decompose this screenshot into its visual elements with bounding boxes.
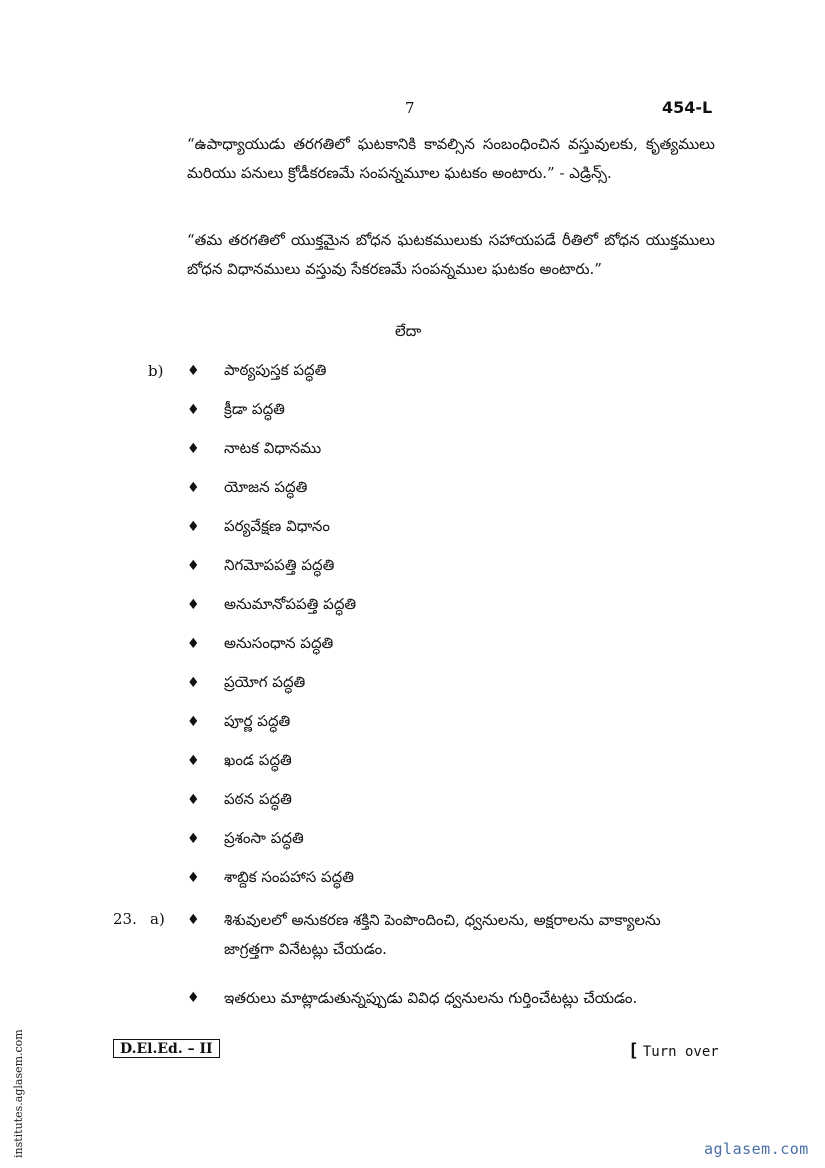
method-item: అనుసంధాన పద్ధతి [224, 634, 334, 652]
method-item: పర్యవేక్షణ విధానం [224, 517, 331, 535]
method-item: నాటక విధానము [224, 439, 322, 457]
bracket-mark: [ [628, 1040, 639, 1061]
bullet-icon: ♦ [187, 363, 200, 379]
bullet-icon: ♦ [187, 912, 200, 928]
turn-over-text: Turn over [642, 1044, 719, 1060]
method-item: క్రీడా పద్ధతి [224, 400, 285, 418]
definition-paragraph-1: “ఉపాధ్యాయుడు తరగతిలో ఘటకానికి కావల్సిన సంబంధించిన వస్తువులకు, కృత్యములు మరియు పనులు క్రోడీకరణమే సంపన్నమూల ఘటకం అంటారు.” - ఎడ్రిన్స్. [187, 135, 715, 182]
course-label: D.El.Ed. – II [113, 1039, 220, 1058]
paper-code: 454-L [662, 98, 713, 117]
bullet-icon: ♦ [187, 636, 200, 652]
definition-paragraph-2: “తమ తరగతిలో యుక్తమైన బోధన ఘటకములుకు సహాయపడే రీతిలో బోధన యుక్తములు బోధన విధానములు వస్తువు సేకరణమే సంపన్నముల ఘటకం అంటారు.” [187, 231, 715, 278]
bullet-icon: ♦ [187, 519, 200, 535]
bullet-icon: ♦ [187, 597, 200, 613]
method-item: ఖండ పద్ధతి [224, 751, 292, 769]
bullet-icon: ♦ [187, 870, 200, 886]
method-item: ప్రశంసా పద్ధతి [224, 829, 304, 847]
bullet-icon: ♦ [187, 402, 200, 418]
or-separator: లేదా [395, 322, 422, 340]
method-item: ప్రయోగ పద్ధతి [224, 673, 306, 691]
bullet-icon: ♦ [187, 831, 200, 847]
method-item: నిగమోపపత్తి పద్ధతి [224, 556, 335, 574]
method-item: పాఠ్యపుస్తక పద్ధతి [224, 361, 327, 379]
bullet-icon: ♦ [187, 792, 200, 808]
bullet-icon: ♦ [187, 558, 200, 574]
side-watermark: institutes.aglasem.com [12, 1029, 25, 1158]
question-23-number: 23. [113, 910, 137, 928]
bullet-icon: ♦ [187, 753, 200, 769]
method-item: పూర్ణ పద్ధతి [224, 712, 291, 730]
answer-23-1: శిశువులలో అనుకరణ శక్తిని పెంపొందించి, ధ్వనులను, అక్షరాలను వాక్యాలను జాగ్రత్తగా వినేటట్లు చేయడం. [224, 911, 661, 958]
method-item: శాబ్దిక సంపహాస పద్ధతి [224, 868, 354, 886]
bullet-icon: ♦ [187, 480, 200, 496]
question-23-part-label: a) [150, 910, 165, 928]
answer-23-2: ఇతరులు మాట్లాడుతున్నప్పుడు వివిధ ధ్వనులను గుర్తించేటట్లు చేయడం. [224, 989, 638, 1007]
turn-over [628, 1040, 719, 1061]
method-item: పఠన పద్ధతి [224, 790, 292, 808]
bullet-icon: ♦ [187, 714, 200, 730]
bullet-icon: ♦ [187, 990, 200, 1006]
corner-watermark: aglasem.com [704, 1140, 809, 1158]
page-number: 7 [405, 99, 415, 117]
bullet-icon: ♦ [187, 441, 200, 457]
method-item: యోజన పద్ధతి [224, 478, 308, 496]
method-item: అనుమానోపపత్తి పద్ధతి [224, 595, 357, 613]
question-b-label: b) [148, 362, 164, 380]
bullet-icon: ♦ [187, 675, 200, 691]
